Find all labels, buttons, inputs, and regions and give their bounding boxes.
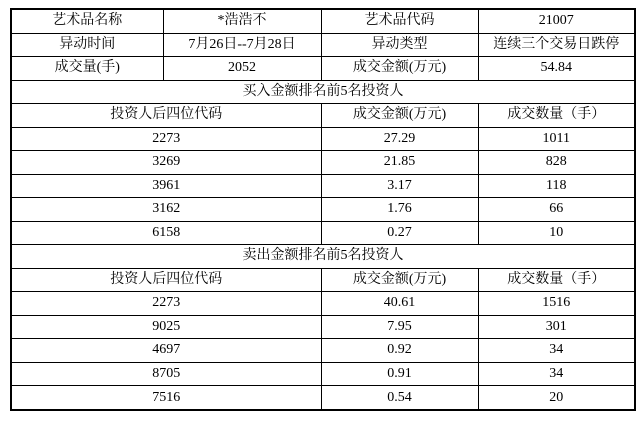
volume-label: 成交量(手) (11, 57, 163, 80)
alert-type-label: 异动类型 (321, 33, 478, 56)
trade-amount: 40.61 (321, 292, 478, 315)
buy-section-title-row (11, 80, 635, 103)
trade-quantity: 828 (478, 151, 635, 174)
info-row-volume-amount (11, 57, 635, 80)
artwork-name-label: 艺术品名称 (11, 9, 163, 33)
alert-type-value: 连续三个交易日跌停 (478, 33, 635, 56)
trade-quantity: 1516 (478, 292, 635, 315)
info-row-period-type (11, 33, 635, 56)
sell-section-title-row (11, 245, 635, 268)
buy-header-row (11, 104, 635, 127)
trade-quantity: 1011 (478, 127, 635, 150)
artwork-code-label: 艺术品代码 (321, 9, 478, 33)
trade-quantity: 20 (478, 386, 635, 410)
sell-data-row (11, 292, 635, 315)
investor-code: 8705 (11, 362, 321, 385)
buy-header-quantity: 成交数量（手） (478, 104, 635, 127)
buy-section-title: 买入金额排名前5名投资人 (11, 80, 635, 103)
sell-section-title: 卖出金额排名前5名投资人 (11, 245, 635, 268)
buy-data-row (11, 221, 635, 244)
trade-quantity: 118 (478, 174, 635, 197)
alert-period-label: 异动时间 (11, 33, 163, 56)
investor-code: 4697 (11, 339, 321, 362)
sell-header-quantity: 成交数量（手） (478, 268, 635, 291)
investor-code: 3269 (11, 151, 321, 174)
info-row-name-code (11, 9, 635, 33)
investor-code: 2273 (11, 127, 321, 150)
sell-data-row (11, 339, 635, 362)
alert-period-value: 7月26日--7月28日 (163, 33, 321, 56)
amount-label: 成交金额(万元) (321, 57, 478, 80)
artwork-name-value: *浩浩不 (163, 9, 321, 33)
trade-amount: 3.17 (321, 174, 478, 197)
sell-data-row (11, 315, 635, 338)
buy-data-row (11, 127, 635, 150)
buy-data-row (11, 151, 635, 174)
investor-code: 3162 (11, 198, 321, 221)
buy-data-row (11, 174, 635, 197)
trade-amount: 0.92 (321, 339, 478, 362)
trade-amount: 7.95 (321, 315, 478, 338)
investor-code: 2273 (11, 292, 321, 315)
trade-amount: 21.85 (321, 151, 478, 174)
buy-header-amount: 成交金额(万元) (321, 104, 478, 127)
trade-amount: 27.29 (321, 127, 478, 150)
sell-data-row (11, 362, 635, 385)
investor-code: 7516 (11, 386, 321, 410)
trade-amount: 0.91 (321, 362, 478, 385)
investor-code: 3961 (11, 174, 321, 197)
volume-value: 2052 (163, 57, 321, 80)
investor-code: 9025 (11, 315, 321, 338)
amount-value: 54.84 (478, 57, 635, 80)
trading-alert-table (10, 8, 636, 411)
trade-quantity: 10 (478, 221, 635, 244)
trade-quantity: 66 (478, 198, 635, 221)
trade-amount: 0.27 (321, 221, 478, 244)
artwork-code-value: 21007 (478, 9, 635, 33)
sell-header-row (11, 268, 635, 291)
sell-data-row (11, 386, 635, 410)
buy-data-row (11, 198, 635, 221)
trade-quantity: 301 (478, 315, 635, 338)
trade-amount: 0.54 (321, 386, 478, 410)
trade-quantity: 34 (478, 339, 635, 362)
investor-code: 6158 (11, 221, 321, 244)
sell-header-amount: 成交金额(万元) (321, 268, 478, 291)
buy-header-investor-code: 投资人后四位代码 (11, 104, 321, 127)
trade-amount: 1.76 (321, 198, 478, 221)
sell-header-investor-code: 投资人后四位代码 (11, 268, 321, 291)
trade-quantity: 34 (478, 362, 635, 385)
